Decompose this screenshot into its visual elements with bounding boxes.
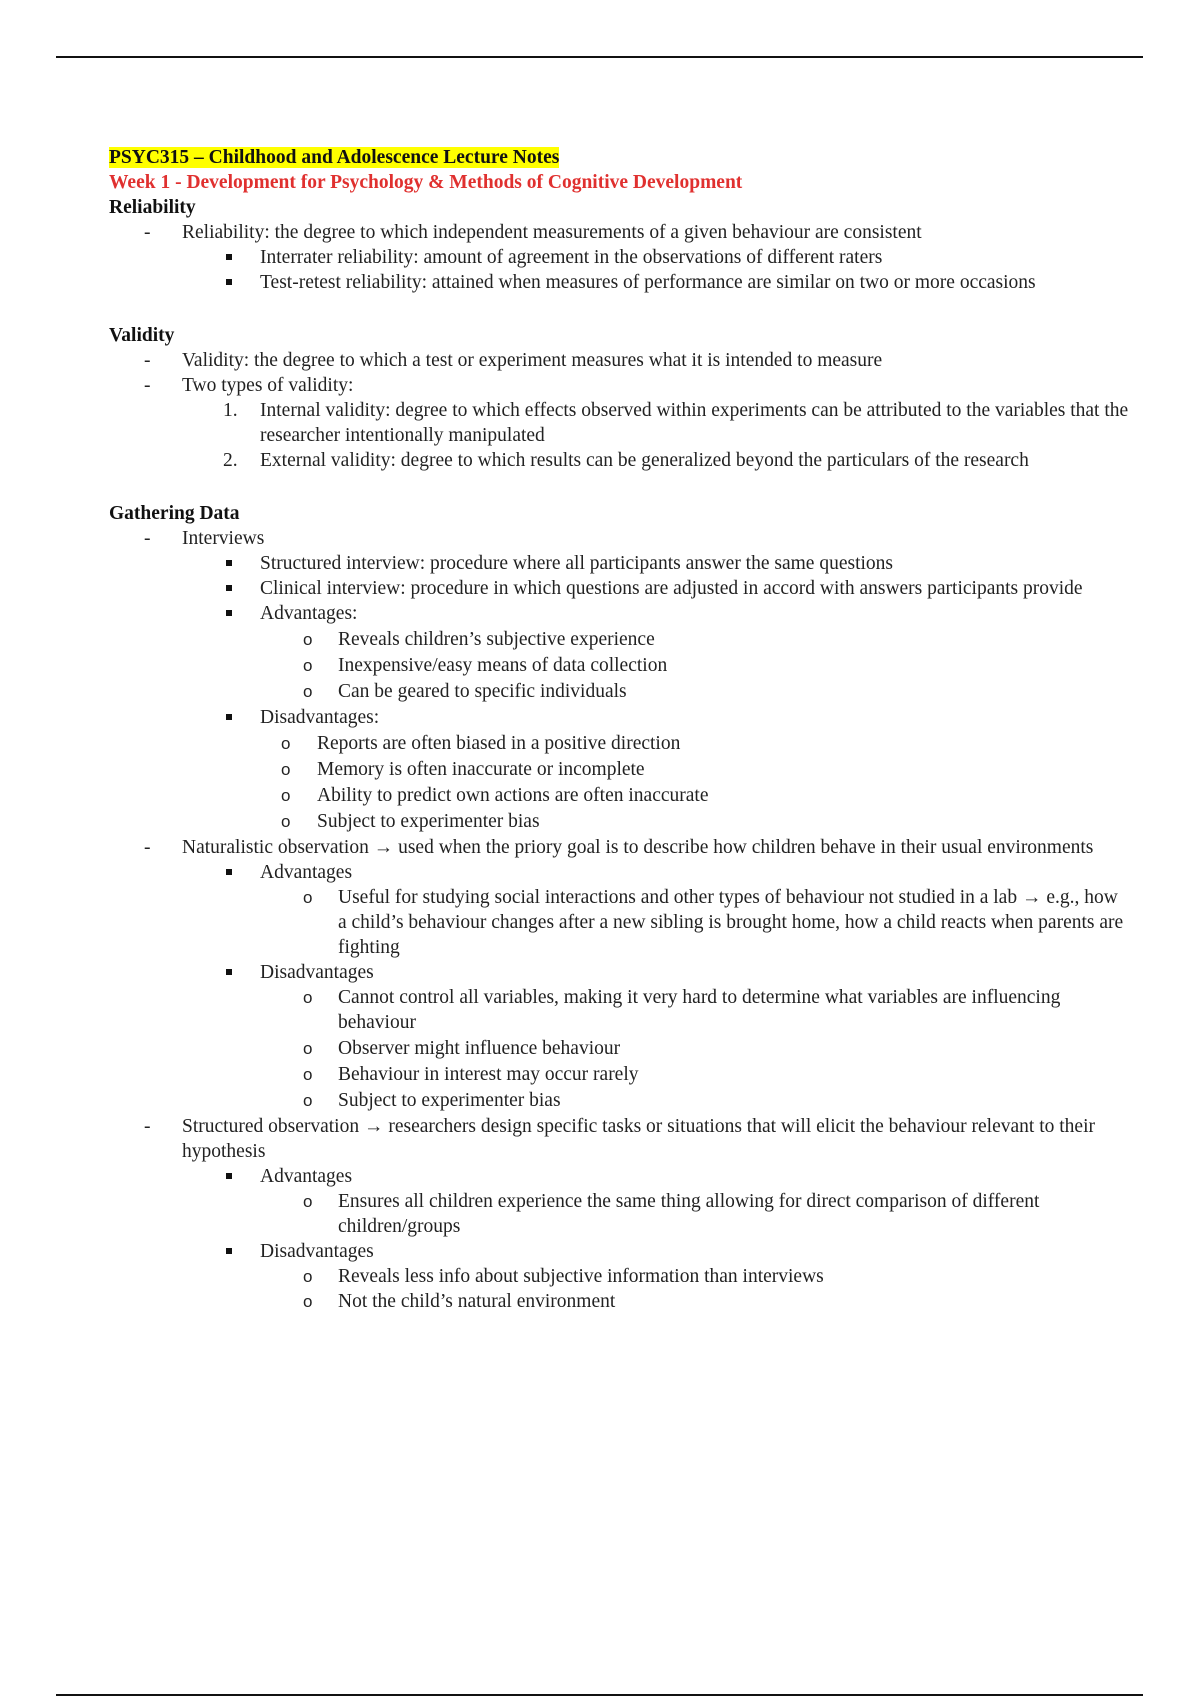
circle-bullet: o [303,682,313,701]
circle-bullet: o [303,1292,313,1311]
square-bullet [226,560,232,566]
circle-bullet: o [281,760,291,779]
list-item [109,757,1129,782]
square-bullet [226,1248,232,1254]
list-item [109,885,1129,960]
notes-content [109,145,1129,1314]
circle-bullet: o [303,630,313,649]
naturalistic-disadvantages-item [109,960,1129,985]
list-item [109,1289,1129,1314]
list-item-text: Memory is often inaccurate or incomplete [317,759,645,780]
footer-rule [56,1694,1143,1696]
list-item-text: Ability to predict own actions are often inaccurate [317,785,709,806]
circle-bullet: o [281,734,291,753]
interview-advantages-label: Advantages: [260,603,358,624]
list-item-text: Subject to experimenter bias [317,811,540,832]
list-item-text: Not the child’s natural environment [338,1291,616,1312]
list-item-text: Reveals less info about subjective information than interviews [338,1266,824,1287]
square-bullet [226,869,232,875]
circle-bullet: o [303,656,313,675]
validity-heading: Validity [109,325,175,346]
validity-definition [109,348,1129,373]
external-validity-item [109,448,1129,473]
reliability-heading: Reliability [109,197,196,218]
naturalistic-observation-item [109,835,1129,860]
structured-interview-item [109,551,1129,576]
dash-bullet: - [144,837,151,858]
square-bullet [226,254,232,260]
interview-advantages-item [109,601,1129,626]
internal-validity-text: Internal validity: degree to which effects observed within experiments can be attributed to the variables that the researcher intentionally manipulated [260,400,1129,446]
square-bullet [226,279,232,285]
list-item [109,1088,1129,1113]
list-item [109,1264,1129,1289]
internal-validity-item [109,398,1129,448]
list-item [109,627,1129,652]
structured-observation-item [109,1114,1129,1164]
list-item-text: Reports are often biased in a positive direction [317,733,681,754]
circle-bullet: o [303,1192,313,1211]
list-item [109,985,1129,1035]
structured-observation-text: Structured observation → researchers design specific tasks or situations that will elicit the behaviour relevant to their hypothesis [182,1116,1095,1162]
circle-bullet: o [303,1039,313,1058]
list-item [109,783,1129,808]
interview-disadvantages-item [109,705,1129,730]
number-marker: 2. [223,450,238,471]
clinical-interview-text: Clinical interview: procedure in which questions are adjusted in accord with answers participants provide [260,578,1083,599]
clinical-interview-item [109,576,1129,601]
gathering-data-heading: Gathering Data [109,503,240,524]
structured-disadvantages-label: Disadvantages [260,1241,374,1262]
list-item [109,1036,1129,1061]
list-item-text: Inexpensive/easy means of data collection [338,655,668,676]
external-validity-text: External validity: degree to which results can be generalized beyond the particulars of the research [260,450,1029,471]
circle-bullet: o [303,1091,313,1110]
document-title [109,145,1129,170]
list-item-text: Behaviour in interest may occur rarely [338,1064,639,1085]
validity-types [109,373,1129,398]
list-item [109,679,1129,704]
structured-advantages-item [109,1164,1129,1189]
dash-bullet: - [144,1116,151,1137]
structured-disadvantages-item [109,1239,1129,1264]
list-item [109,1189,1129,1239]
reliability-definition-text: Reliability: the degree to which independent measurements of a given behaviour are consistent [182,222,922,243]
title-highlight: PSYC315 – Childhood and Adolescence Lecture Notes [109,147,560,168]
reliability-definition [109,220,1129,245]
naturalistic-advantages-label: Advantages [260,862,353,883]
naturalistic-disadvantages-label: Disadvantages [260,962,374,983]
square-bullet [226,1173,232,1179]
dash-bullet: - [144,350,151,371]
square-bullet [226,714,232,720]
interview-disadvantages-label: Disadvantages: [260,707,380,728]
list-item-text: Reveals children’s subjective experience [338,629,655,650]
list-item-text: Useful for studying social interactions and other types of behaviour not studied in a lab → e.g., how a child’s behaviour changes after a new sibling is brought home, how a child reacts when parents are fighting [338,887,1124,958]
header-rule [56,56,1143,58]
validity-types-text: Two types of validity: [182,375,354,396]
circle-bullet: o [303,1267,313,1286]
dash-bullet: - [144,375,151,396]
square-bullet [226,969,232,975]
structured-interview-text: Structured interview: procedure where all participants answer the same questions [260,553,893,574]
naturalistic-observation-text: Naturalistic observation → used when the priory goal is to describe how children behave in their usual environments [182,837,1094,858]
dash-bullet: - [144,528,151,549]
number-marker: 1. [223,400,238,421]
week-heading: Week 1 - Development for Psychology & Methods of Cognitive Development [109,172,743,193]
list-item-text: Ensures all children experience the same thing allowing for direct comparison of different children/groups [338,1191,1040,1237]
dash-bullet: - [144,222,151,243]
interrater-item [109,245,1129,270]
naturalistic-advantages-item [109,860,1129,885]
validity-definition-text: Validity: the degree to which a test or experiment measures what it is intended to measure [182,350,883,371]
testretest-item [109,270,1129,295]
list-item [109,1062,1129,1087]
interviews-item [109,526,1129,551]
structured-advantages-label: Advantages [260,1166,353,1187]
circle-bullet: o [281,786,291,805]
list-item [109,809,1129,834]
list-item-text: Subject to experimenter bias [338,1090,561,1111]
circle-bullet: o [303,1065,313,1084]
square-bullet [226,610,232,616]
list-item-text: Can be geared to specific individuals [338,681,627,702]
list-item-text: Cannot control all variables, making it very hard to determine what variables are influencing behaviour [338,987,1061,1033]
interviews-label: Interviews [182,528,265,549]
list-item [109,731,1129,756]
list-item-text: Observer might influence behaviour [338,1038,621,1059]
circle-bullet: o [281,812,291,831]
testretest-text: Test-retest reliability: attained when measures of performance are similar on two or more occasions [260,272,1036,293]
circle-bullet: o [303,888,313,907]
list-item [109,653,1129,678]
square-bullet [226,585,232,591]
interrater-text: Interrater reliability: amount of agreement in the observations of different raters [260,247,883,268]
circle-bullet: o [303,988,313,1007]
